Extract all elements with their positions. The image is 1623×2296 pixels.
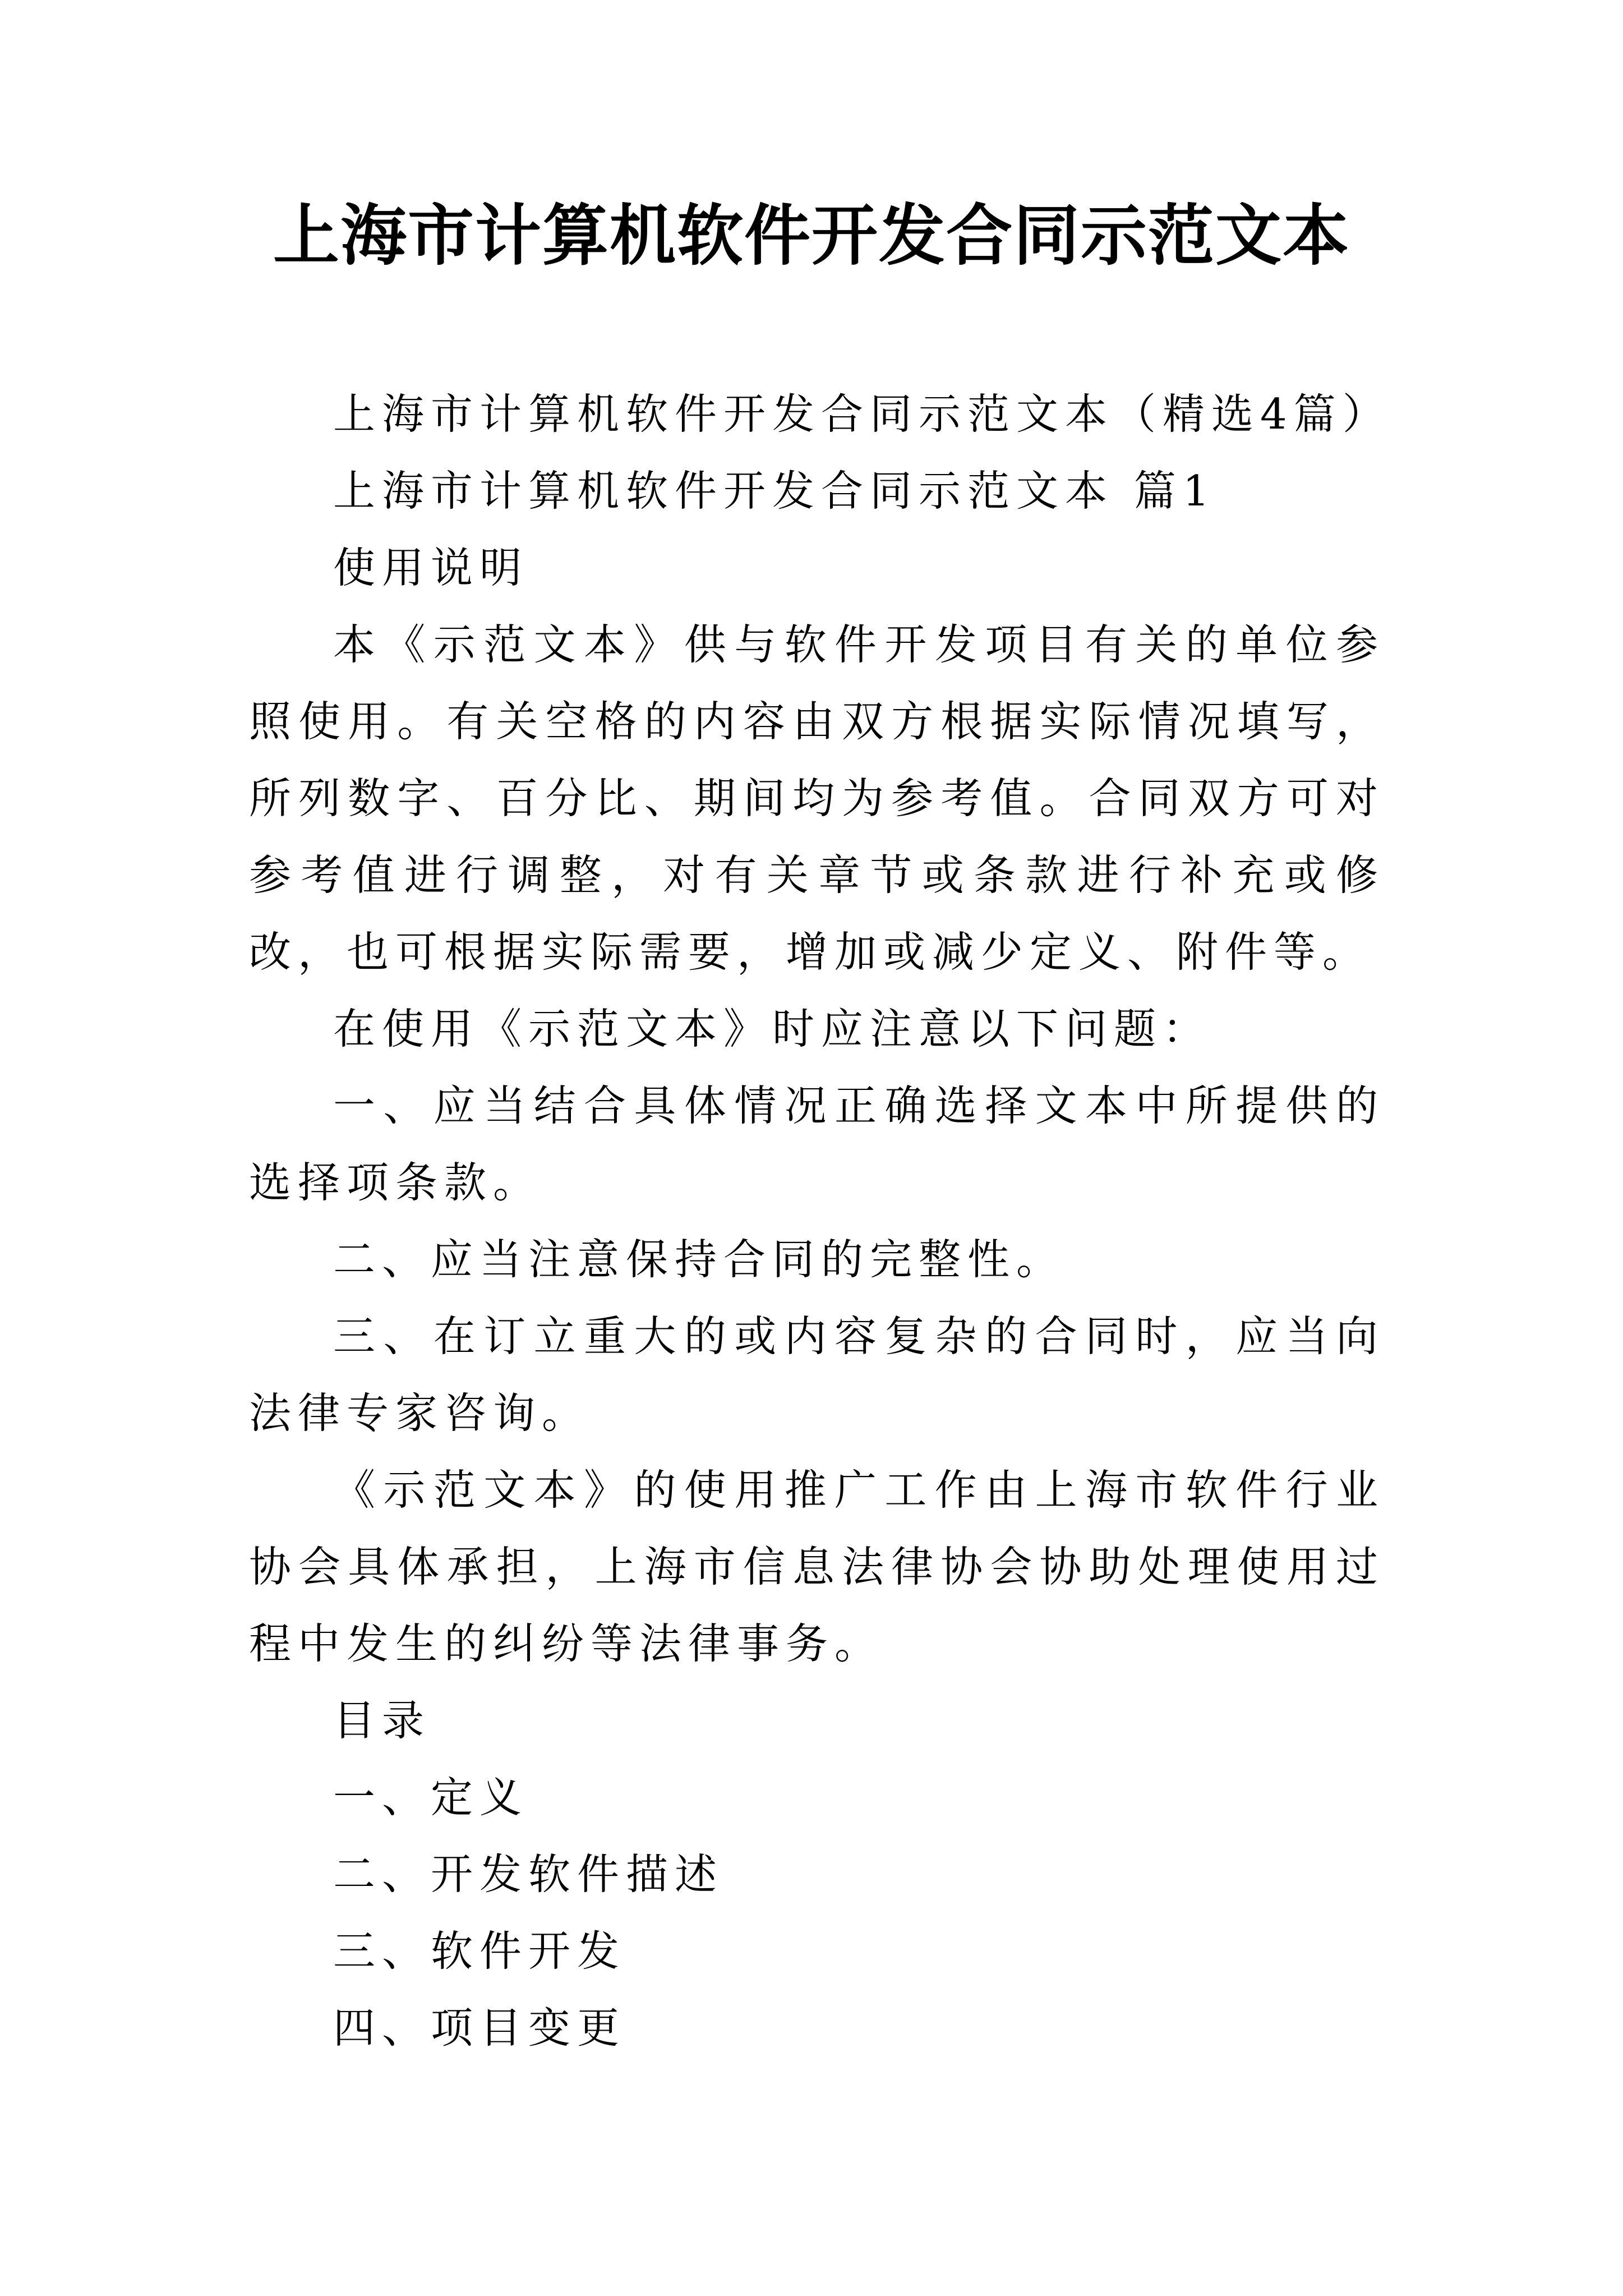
promotion-paragraph: 《示范文本》的使用推广工作由上海市软件行业协会具体承担，上海市信息法律协会协助处理使用过程中发生的纠纷等法律事务。	[249, 1465, 1385, 1668]
subtitle-line: 上海市计算机软件开发合同示范文本（精选4篇）	[333, 389, 1391, 439]
toc-item-2: 二、开发软件描述	[333, 1849, 724, 1899]
notice-item-1: 一、应当结合具体情况正确选择文本中所提供的选择项条款。	[249, 1081, 1385, 1207]
notice-item-2: 二、应当注意保持合同的完整性。	[333, 1235, 1066, 1284]
toc-heading: 目录	[333, 1696, 431, 1745]
toc-item-4: 四、项目变更	[333, 2003, 626, 2053]
document-body	[249, 376, 1391, 2067]
notice-item-3: 三、在订立重大的或内容复杂的合同时，应当向法律专家咨询。	[249, 1312, 1385, 1438]
usage-heading: 使用说明	[333, 543, 529, 592]
toc-item-1: 一、定义	[333, 1773, 529, 1822]
notice-intro: 在使用《示范文本》时应注意以下问题：	[333, 1004, 1212, 1053]
section-heading: 上海市计算机软件开发合同示范文本 篇1	[333, 466, 1216, 516]
toc-item-3: 三、软件开发	[333, 1926, 626, 1976]
document-title: 上海市计算机软件开发合同示范文本	[273, 196, 1350, 274]
usage-paragraph: 本《示范文本》供与软件开发项目有关的单位参照使用。有关空格的内容由双方根据实际情况填写，所列数字、百分比、期间均为参考值。合同双方可对参考值进行调整，对有关章节或条款进行补充或修改，也可根据实际需要，增加或减少定义、附件等。	[249, 620, 1385, 977]
